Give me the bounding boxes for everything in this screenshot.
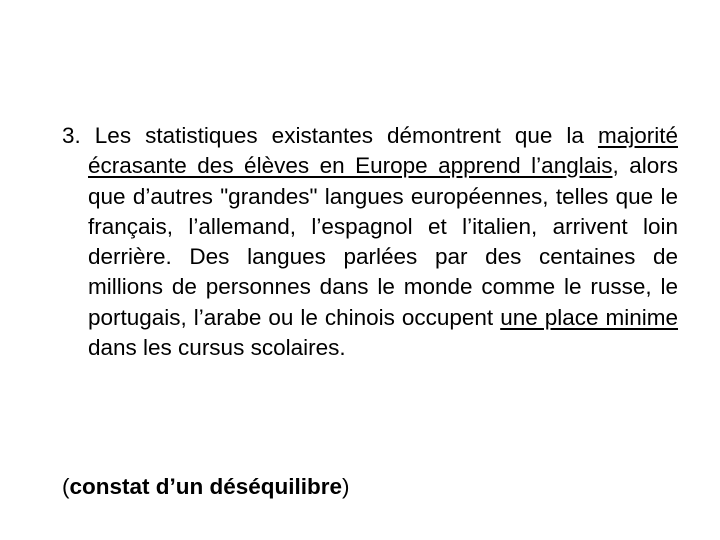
paragraph-text-2: , alors que d’autres "grandes" langues européennes, telles que le français, l’allemand, l’espagnol et l’italien, arrivent loin derrière. Des langues parlées par des centaines de millions de personnes dans le monde comme le russe, le portugais, l’arabe ou le chinois occupent [88,153,678,330]
paragraph-text-3: dans les cursus scolaires. [88,335,346,361]
paragraph-underlined-text-1: majorité écrasante des élèves en Europe apprend l’anglais [88,123,678,179]
paragraph-underlined-text-2: une place minime [500,304,679,330]
note-close-paren: ) [342,474,350,499]
note-open-paren: ( [62,474,70,499]
conclusion-note [62,472,350,502]
note-bold-text: constat d’un déséquilibre [69,474,343,499]
paragraph-text-1: 3. Les statistiques existantes démontrent que la [62,123,598,148]
statistics-paragraph [62,121,678,363]
